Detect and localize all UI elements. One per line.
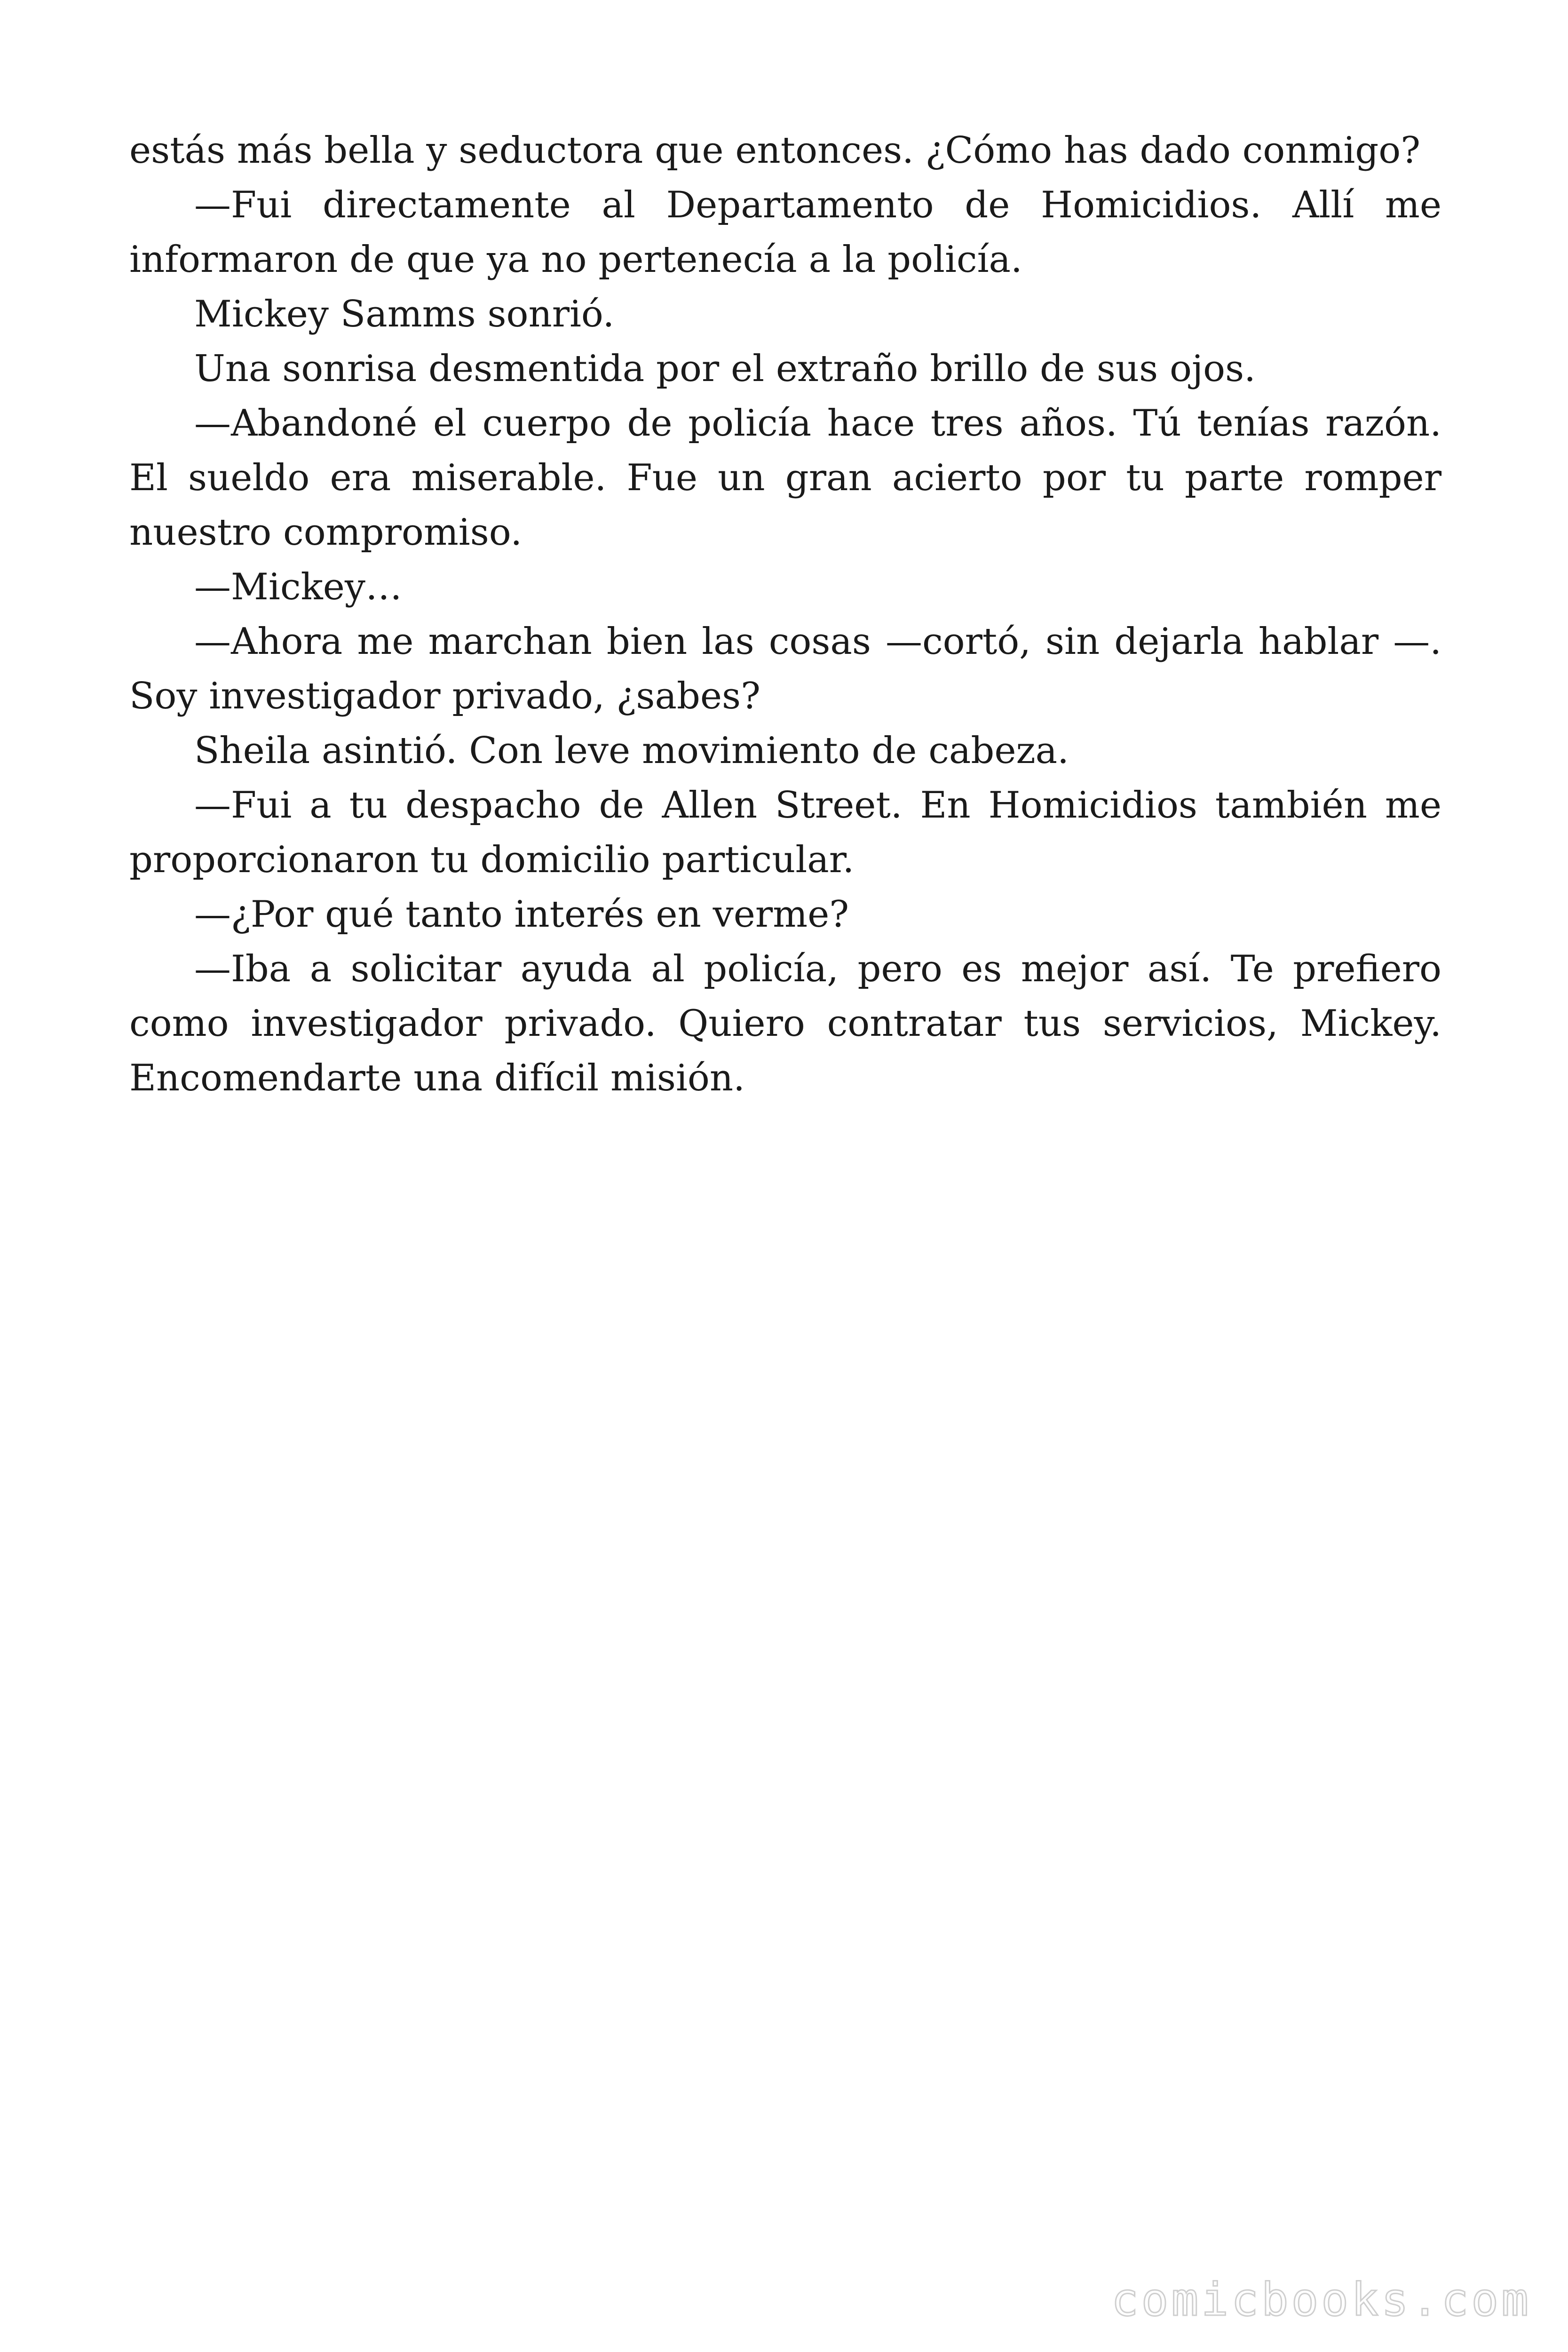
paragraph: —Iba a solicitar ayuda al policía, pero es mejor así. Te prefiero como investigador privado. Quiero contratar tus servicios, Mickey. Encomendarte una difícil misión. bbox=[129, 948, 1441, 1099]
watermark: comicbooks.com bbox=[1111, 2273, 1531, 2326]
paragraph: —¿Por qué tanto interés en verme? bbox=[194, 893, 849, 936]
paragraph: —Abandoné el cuerpo de policía hace tres años. Tú tenías razón. El sueldo era miserable. Fue un gran acierto por tu parte romper nuestro compromiso. bbox=[129, 402, 1441, 554]
paragraph: —Ahora me marchan bien las cosas —cortó, sin dejarla hablar —. Soy investigador privado, ¿sabes? bbox=[129, 620, 1441, 717]
paragraph: —Mickey… bbox=[194, 566, 402, 608]
paragraph: —Fui directamente al Departamento de Homicidios. Allí me informaron de que ya no pertenecía a la policía. bbox=[129, 184, 1441, 281]
body-text bbox=[129, 123, 1441, 1105]
paragraph: Una sonrisa desmentida por el extraño brillo de sus ojos. bbox=[194, 348, 1256, 390]
paragraph: Sheila asintió. Con leve movimiento de cabeza. bbox=[194, 730, 1069, 772]
paragraph: —Fui a tu despacho de Allen Street. En Homicidios también me proporcionaron tu domicilio particular. bbox=[129, 784, 1441, 881]
paragraph: Mickey Samms sonrió. bbox=[194, 293, 615, 335]
paragraph-continuation: estás más bella y seductora que entonces. ¿Cómo has dado conmigo? bbox=[129, 129, 1421, 172]
